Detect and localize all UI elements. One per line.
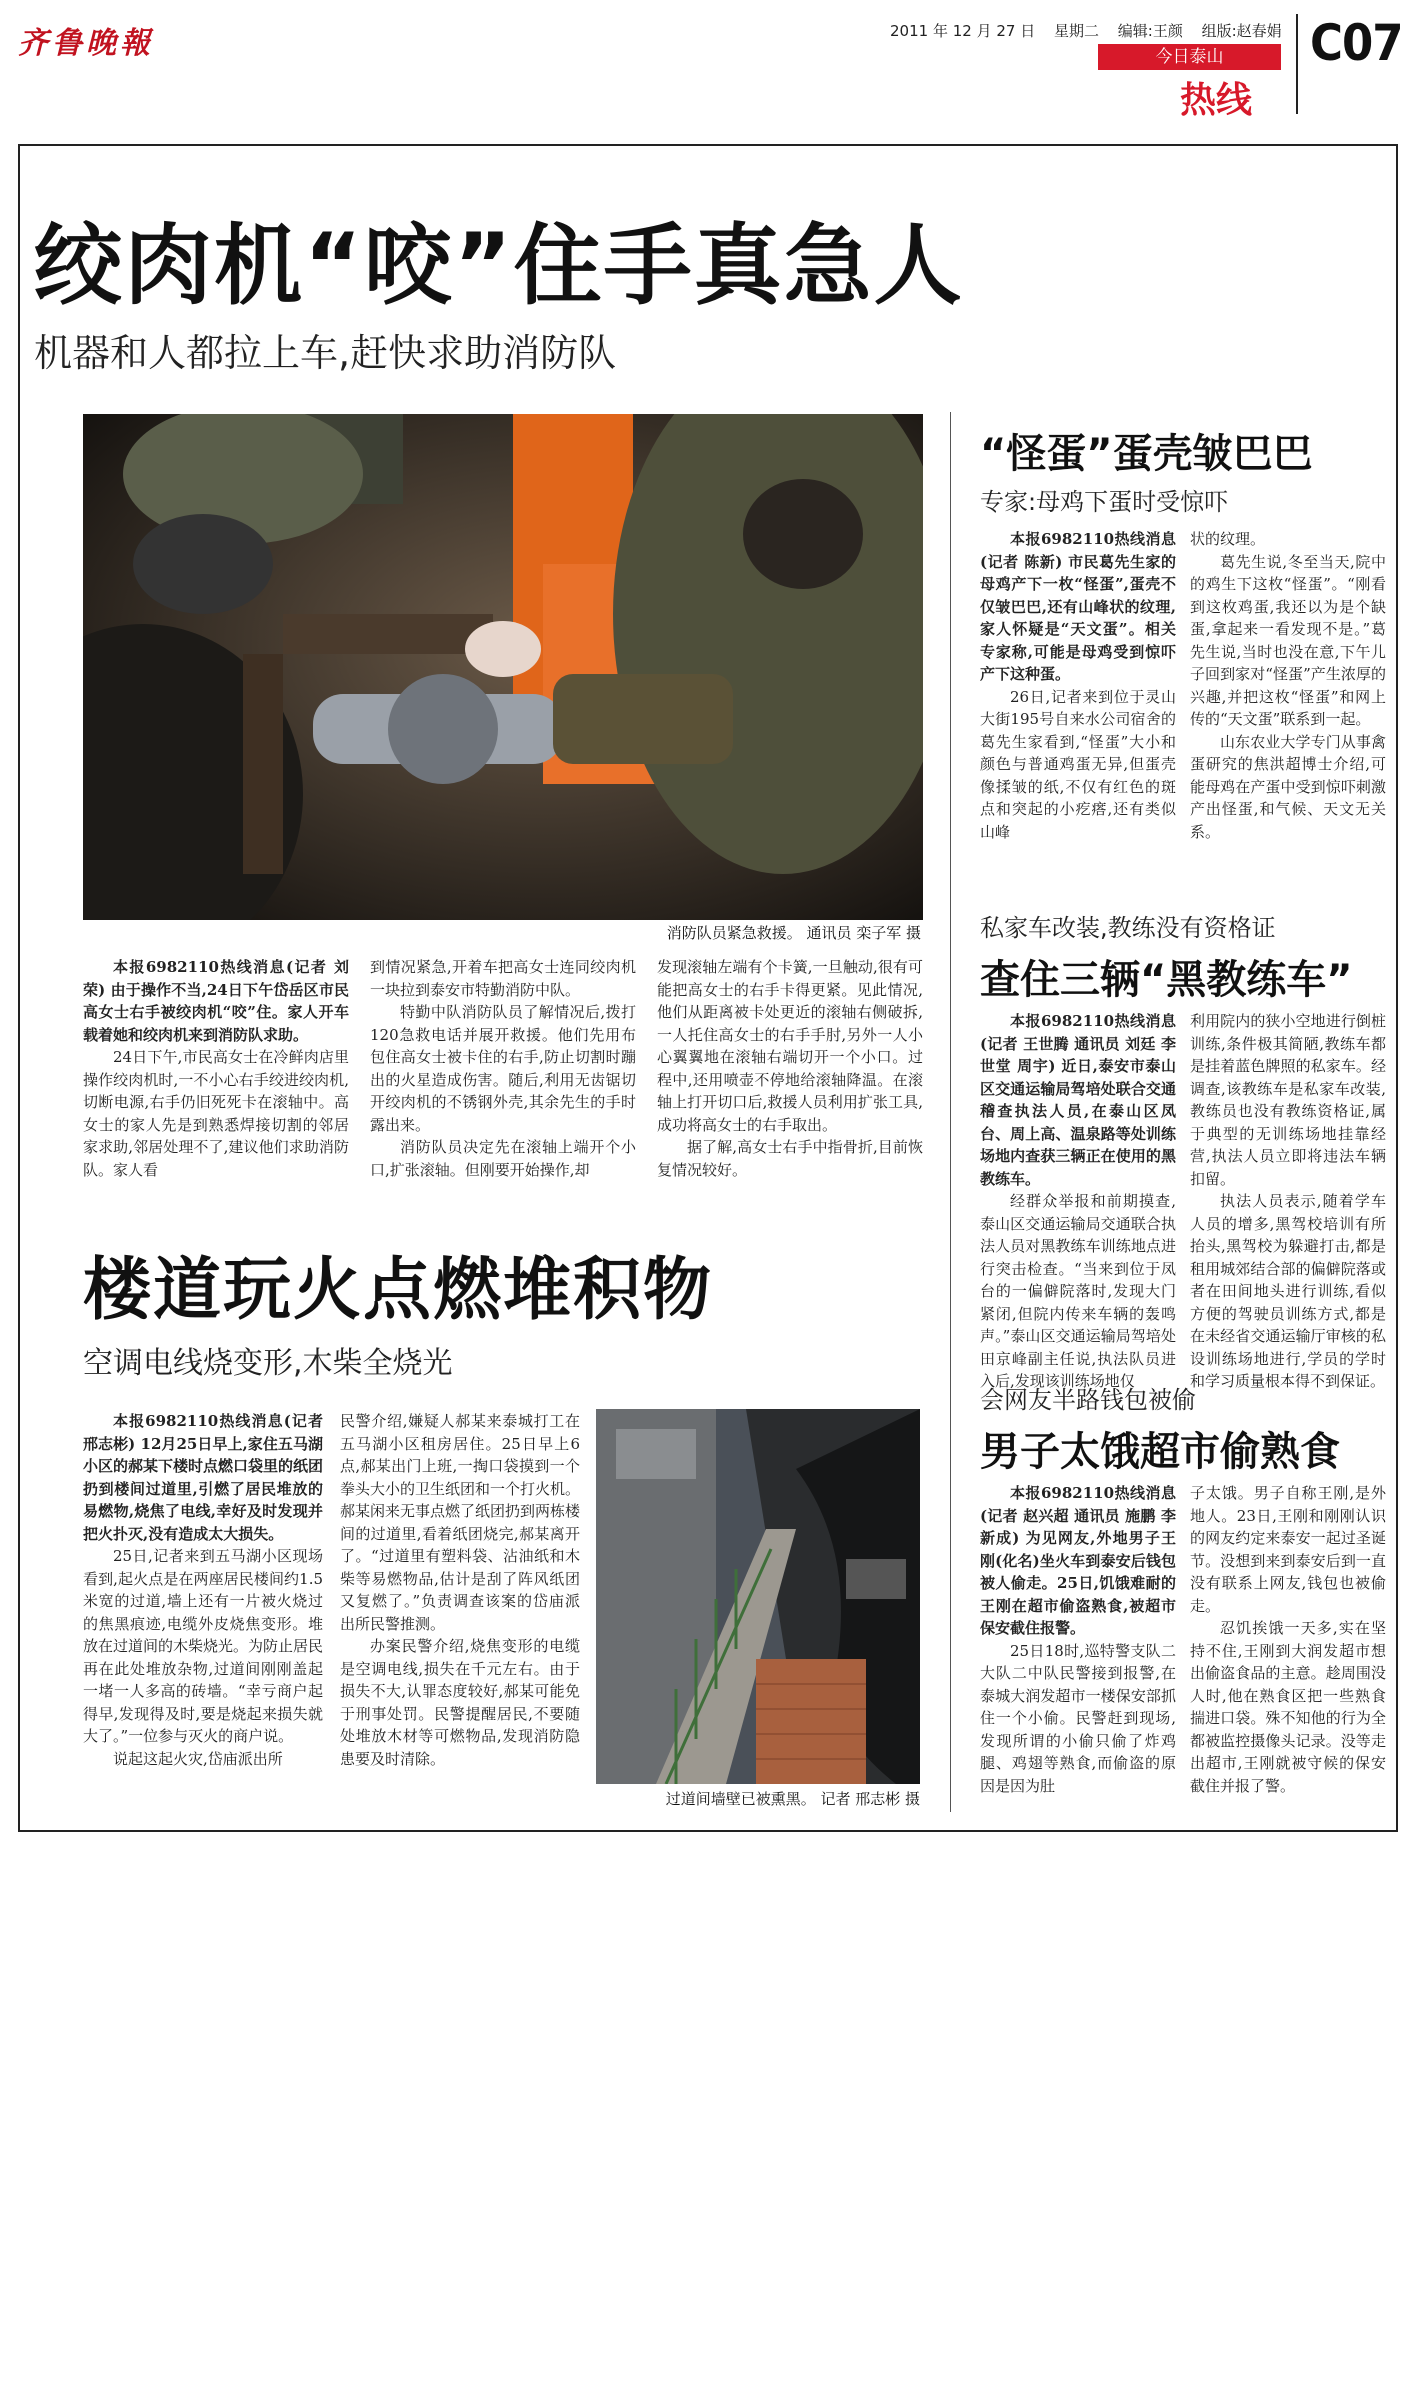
- story4-kicker: 私家车改装,教练没有资格证: [980, 914, 1276, 942]
- page-number: C07: [1310, 14, 1403, 72]
- header-rule: [1296, 14, 1298, 114]
- story4-column-1: [980, 1010, 1176, 1393]
- story2-photo-caption: 过道间墙壁已被熏黑。 记者 邢志彬 摄: [665, 1790, 920, 1808]
- column-divider: [950, 412, 951, 1812]
- story2-paragraph: 说起这起火灾,岱庙派出所: [113, 1749, 283, 1768]
- story4-paragraph: 利用院内的狭小空地进行倒桩训练,条件极其简陋,教练车都是挂着蓝色牌照的私家车。经调查,该教练车是私家车改装,教练员也没有教练资格证,属于典型的无训练场地挂靠经营,执法人员立即将违法车辆扣留。: [1190, 1012, 1386, 1188]
- story3-subhead: 专家:母鸡下蛋时受惊吓: [980, 488, 1229, 516]
- story5-paragraph: 25日18时,巡特警支队二大队二中队民警接到报警,在泰城大润发超市一楼保安部抓住一个小偷。民警赶到现场,发现所谓的小偷只偷了炸鸡腿、鸡翅等熟食,而偷盗的原因是因为肚: [980, 1641, 1176, 1795]
- story2-paragraph: 民警介绍,嫌疑人郝某来泰城打工在五马湖小区租房居住。25日早上6点,郝某出门上班,一掏口袋摸到一个拳头大小的卫生纸团和一个打火机。郝某闲来无事点燃了纸团扔到两栋楼间的过道里,看着纸团烧完,郝某离开了。“过道里有塑料袋、沾油纸和木柴等易燃物品,估计是刮了阵风纸团又复燃了。”负责调查该案的岱庙派出所民警推测。: [340, 1412, 581, 1633]
- story4-paragraph: 执法人员表示,随着学车人员的增多,黑驾校培训有所抬头,黑驾校为躲避打击,都是租用城郊结合部的偏僻院落或者在田间地头进行训练,看似方便的驾驶员训练方式,都是在未经省交通运输厅审核的私设训练场地进行,学员的学时和学习质量根本得不到保证。: [1190, 1192, 1386, 1390]
- story5-paragraph: 子太饿。男子自称王刚,是外地人。23日,王刚和刚刚认识的网友约定来泰安一起过圣诞节。没想到来到泰安后到一直没有联系上网友,钱包也被偷走。: [1190, 1484, 1386, 1615]
- story1-column-3: [657, 956, 923, 1181]
- story3-paragraph: 26日,记者来到位于灵山大街195号自来水公司宿舍的葛先生家看到,“怪蛋”大小和颜色与普通鸡蛋无异,但蛋壳像揉皱的纸,不仅有红色的斑点和突起的小疙瘩,还有类似山峰: [980, 687, 1176, 841]
- story1-photo-caption: 消防队员紧急救援。 通讯员 栾子军 摄: [666, 924, 921, 942]
- edition-date: 2011 年 12 月 27 日: [890, 22, 1036, 40]
- story2-photo: [596, 1409, 920, 1784]
- story3-column-2: [1190, 528, 1386, 843]
- edition-weekday: 星期二: [1053, 22, 1099, 40]
- story1-photo: [83, 414, 923, 920]
- story1-paragraph: 本报6982110热线消息(记者 刘荣) 由于操作不当,24日下午岱岳区市民高女士右手被绞肉机“咬”住。家人开车载着她和绞肉机来到消防队求助。: [83, 958, 349, 1044]
- story1-paragraph: 特勤中队消防队员了解情况后,拨打120急救电话并展开救援。他们先用布包住高女士被卡住的右手,防止切割时蹦出的火星造成伤害。随后,利用无齿锯切开绞肉机的不锈钢外壳,其余先生的手时露出来。: [370, 1003, 636, 1134]
- edition-layout: 组版:赵春娟: [1201, 22, 1282, 40]
- story1-paragraph: 24日下午,市民高女士在冷鲜肉店里操作绞肉机时,一不小心右手绞进绞肉机,切断电源,右手仍旧死死卡在滚轴中。高女士的家人先是到熟悉焊接切割的邻居家求助,邻居处理不了,建议他们求助消防队。家人看: [83, 1048, 349, 1179]
- story1-paragraph: 据了解,高女士右手中指骨折,目前恢复情况较好。: [657, 1138, 923, 1179]
- story4-paragraph: 本报6982110热线消息(记者 王世腾 通讯员 刘廷 李世堂 周宇) 近日,泰安市泰山区交通运输局驾培处联合交通稽查执法人员,在泰山区凤台、周上高、温泉路等处训练场地内查获三辆正在使用的黑教练车。: [980, 1012, 1176, 1188]
- story4-paragraph: 经群众举报和前期摸查,泰山区交通运输局交通联合执法人员对黑教练车训练地点进行突击检查。“当来到位于凤台的一偏僻院落时,发现大门紧闭,但院内传来车辆的轰鸣声。”泰山区交通运输局驾培处田京峰副主任说,执法队员进入后,发现该训练场地仅: [980, 1192, 1176, 1390]
- story5-paragraph: 忍饥挨饿一天多,实在坚持不住,王刚到大润发超市想出偷盗食品的主意。趁周围没人时,他在熟食区把一些熟食揣进口袋。殊不知他的行为全都被监控摄像头记录。没等走出超市,王刚就被守候的保安截住并报了警。: [1190, 1619, 1386, 1795]
- story5-headline: 男子太饿超市偷熟食: [980, 1429, 1340, 1475]
- story1-column-1: [83, 956, 349, 1181]
- story2-column-2: [340, 1410, 580, 1770]
- story4-headline: 查住三辆“黑教练车”: [980, 957, 1353, 1003]
- story1-headline: 绞肉机“咬”住手真急人: [34, 214, 964, 317]
- story3-column-1: [980, 528, 1176, 843]
- story5-column-1: [980, 1482, 1176, 1797]
- story2-paragraph: 本报6982110热线消息(记者 邢志彬) 12月25日早上,家住五马湖小区的郝某下楼时点燃口袋里的纸团扔到楼间过道里,引燃了居民堆放的易燃物,烧焦了电线,幸好及时发现并把火扑灭,没有造成太大损失。: [83, 1412, 324, 1543]
- story1-photo-illustration: [83, 414, 923, 920]
- story5-column-2: [1190, 1482, 1386, 1797]
- story4-column-2: [1190, 1010, 1386, 1393]
- story5-paragraph: 本报6982110热线消息(记者 赵兴超 通讯员 施鹏 李新成) 为见网友,外地男子王刚(化名)坐火车到泰安后钱包被人偷走。25日,饥饿难耐的王刚在超市偷盗熟食,被超市保安截住报警。: [980, 1484, 1176, 1637]
- story3-paragraph: 本报6982110热线消息(记者 陈新) 市民葛先生家的母鸡产下一枚“怪蛋”,蛋壳不仅皱巴巴,还有山峰状的纹理,家人怀疑是“天文蛋”。相关专家称,可能是母鸡受到惊吓产下这种蛋。: [980, 530, 1176, 683]
- story3-paragraph: 状的纹理。: [1190, 530, 1266, 548]
- story2-subhead: 空调电线烧变形,木柴全烧光: [83, 1346, 453, 1381]
- story3-paragraph: 葛先生说,冬至当天,院中的鸡生下这枚“怪蛋”。“刚看到这枚鸡蛋,我还以为是个缺蛋,拿起来一看发现不是。”葛先生说,当时也没在意,下午儿子回到家对“怪蛋”产生浓厚的兴趣,并把这枚“怪蛋”和网上传的“天文蛋”联系到一起。: [1190, 552, 1386, 728]
- story2-column-1: [83, 1410, 323, 1770]
- edition-meta: [890, 20, 1296, 41]
- story1-subhead: 机器和人都拉上车,赶快求助消防队: [34, 331, 617, 375]
- story2-paragraph: 办案民警介绍,烧焦变形的电缆是空调电线,损失在千元左右。由于损失不大,认罪态度较好,郝某可能免于刑事处罚。民警提醒居民,不要随处堆放木材等可燃物品,发现消防隐患要及时清除。: [340, 1637, 580, 1768]
- story1-column-2: [370, 956, 636, 1181]
- story1-paragraph: 到情况紧急,开着车把高女士连同绞肉机一块拉到泰安市特勤消防中队。: [370, 958, 636, 999]
- story2-photo-illustration: [596, 1409, 920, 1784]
- section-name: 热线: [1180, 80, 1253, 121]
- section-banner: 今日泰山: [1098, 44, 1281, 70]
- story3-headline: “怪蛋”蛋壳皱巴巴: [980, 431, 1313, 477]
- story2-headline: 楼道玩火点燃堆积物: [83, 1251, 714, 1330]
- story1-paragraph: 发现滚轴左端有个卡簧,一旦触动,很有可能把高女士的右手卡得更紧。见此情况,他们从距离被卡处更近的滚轴右侧破拆,一人托住高女士的右手手肘,另外一人小心翼翼地在滚轴右端切开一个小口。过程中,还用喷壶不停地给滚轴降温。在滚轴上打开切口后,救援人员利用扩张工具,成功将高女士的右手取出。: [657, 958, 923, 1134]
- story3-paragraph: 山东农业大学专门从事禽蛋研究的焦洪超博士介绍,可能母鸡在产蛋中受到惊吓刺激产出怪蛋,和气候、天文无关系。: [1190, 732, 1386, 841]
- story2-paragraph: 25日,记者来到五马湖小区现场看到,起火点是在两座居民楼间约1.5米宽的过道,墙上还有一片被火烧过的焦黑痕迹,电缆外皮烧焦变形。堆放在过道间的木柴烧光。为防止居民再在此处堆放杂物,过道间刚刚盖起一堵一人多高的砖墙。“幸亏商户起得早,发现得及时,要是烧起来损失就大了。”一位参与灭火的商户说。: [83, 1547, 324, 1745]
- story5-kicker: 会网友半路钱包被偷: [980, 1386, 1196, 1414]
- story1-paragraph: 消防队员决定先在滚轴上端开个小口,扩张滚轴。但刚要开始操作,却: [370, 1138, 636, 1179]
- edition-editor: 编辑:王颜: [1117, 22, 1183, 40]
- newspaper-masthead: 齐鲁晚報: [18, 26, 154, 61]
